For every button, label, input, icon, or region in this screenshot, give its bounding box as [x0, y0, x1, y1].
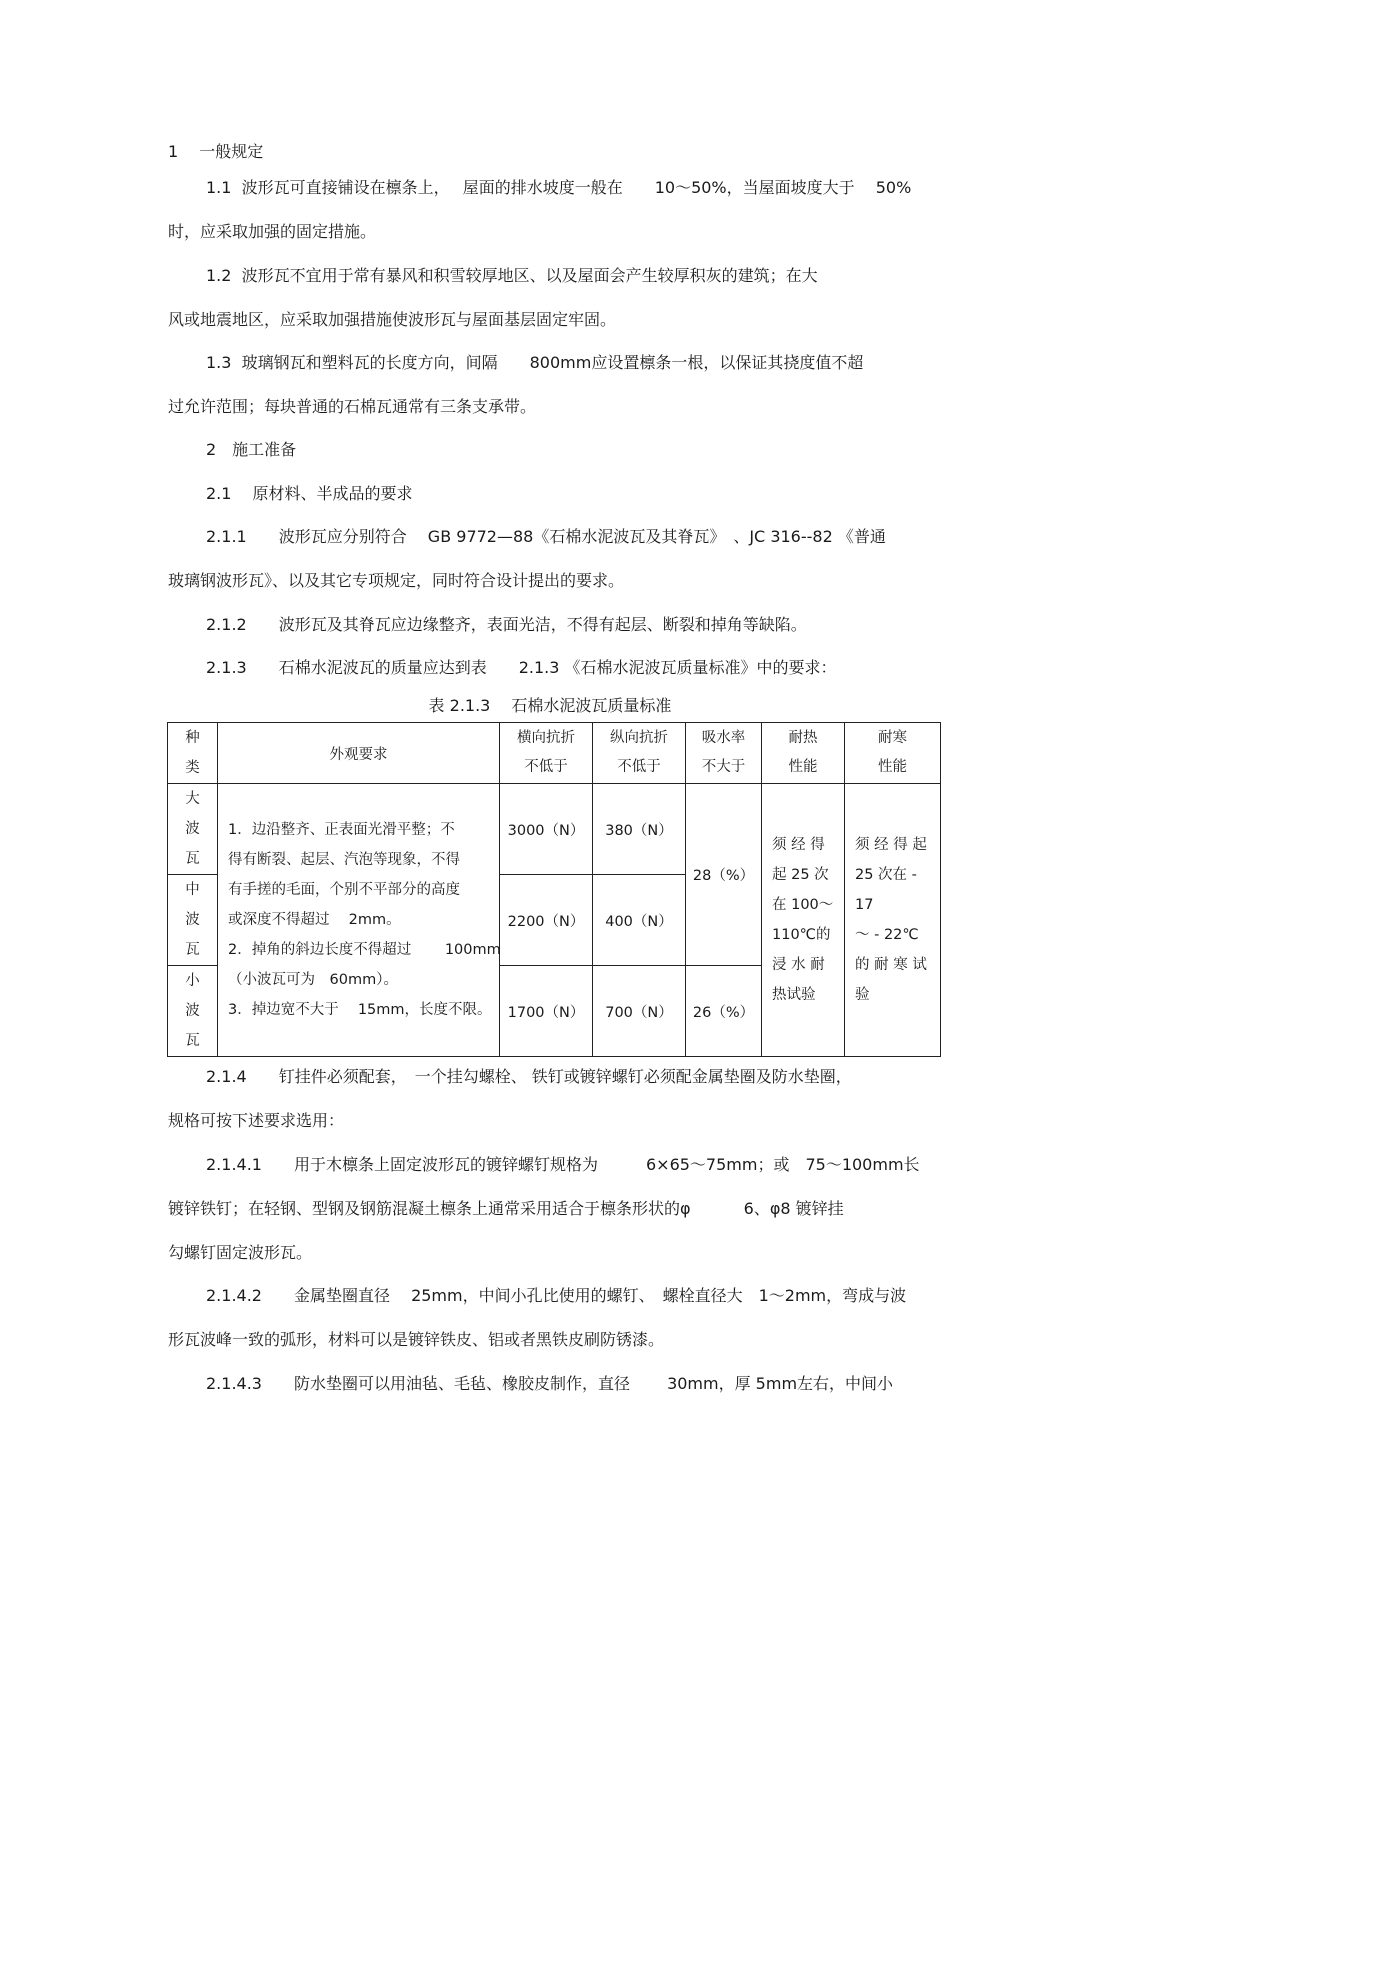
- paragraph-2-1-3: 2.1.3 石棉水泥波瓦的质量应达到表 2.1.3 《石棉水泥波瓦质量标准》中的要求：: [206, 658, 837, 677]
- paragraph-1-3-line1: 1.3 玻璃钢瓦和塑料瓦的长度方向，间隔 800mm应设置檩条一根，以保证其挠度值不超: [206, 353, 864, 372]
- table-caption: 表 2.1.3 石棉水泥波瓦质量标准: [428, 696, 672, 715]
- paragraph-1-1-line2: 时，应采取加强的固定措施。: [168, 222, 377, 241]
- header-transverse: 横向抗折 不低于: [500, 723, 593, 784]
- heat-resistance: 须 经 得 起 25 次 在 100～ 110℃的 浸 水 耐 热试验: [762, 784, 845, 1057]
- type-small: 小 波 瓦: [168, 966, 218, 1057]
- cold-resistance: 须 经 得 起 25 次在 - 17 ～ - 22℃ 的 耐 寒 试 验: [845, 784, 941, 1057]
- type-medium: 中 波 瓦: [168, 875, 218, 966]
- type-large: 大 波 瓦: [168, 784, 218, 875]
- longitudinal-small: 700（N）: [593, 966, 686, 1057]
- paragraph-2-1-2: 2.1.2 波形瓦及其脊瓦应边缘整齐，表面光洁，不得有起层、断裂和掉角等缺陷。: [206, 615, 807, 634]
- paragraph-2-1-1-line2: 玻璃钢波形瓦》、以及其它专项规定，同时符合设计提出的要求。: [168, 571, 625, 590]
- transverse-small: 1700（N）: [500, 966, 593, 1057]
- header-appearance: 外观要求: [218, 723, 500, 784]
- paragraph-2-1-4-1-line1: 2.1.4.1 用于木檩条上固定波形瓦的镀锌螺钉规格为 6×65～75mm；或 75～100mm长: [206, 1155, 920, 1174]
- paragraph-2-1-4-2-line2: 形瓦波峰一致的弧形，材料可以是镀锌铁皮、铝或者黑铁皮刷防锈漆。: [168, 1330, 665, 1349]
- header-heat: 耐热 性能: [762, 723, 845, 784]
- longitudinal-large: 380（N）: [593, 784, 686, 875]
- paragraph-2-1-4-line1: 2.1.4 钉挂件必须配套， 一个挂勾螺栓、 铁钉或镀锌螺钉必须配金属垫圈及防水垫圈，: [206, 1067, 852, 1086]
- header-absorption: 吸水率 不大于: [686, 723, 762, 784]
- table-header-row: [168, 723, 941, 784]
- paragraph-2-1-1-line1: 2.1.1 波形瓦应分别符合 GB 9772—88《石棉水泥波瓦及其脊瓦》 、JC 316--82 《普通: [206, 527, 886, 546]
- quality-standard-table: [167, 722, 941, 1057]
- absorption-small: 26（%）: [686, 966, 762, 1057]
- paragraph-2-1-4-line2: 规格可按下述要求选用：: [168, 1111, 345, 1130]
- appearance-requirements: 1．边沿整齐、正表面光滑平整；不 得有断裂、起层、汽泡等现象，不得 有手搓的毛面，个别不平部分的高度 或深度不得超过 2mm。 2．掉角的斜边长度不得超过 100mm （小波瓦可为 60mm）。 3．掉边宽不大于 15mm，长度不限。: [218, 784, 500, 1057]
- longitudinal-medium: 400（N）: [593, 875, 686, 966]
- heading-general: 1 一般规定: [168, 142, 264, 161]
- header-longitudinal: 纵向抗折 不低于: [593, 723, 686, 784]
- absorption-shared: 28（%）: [686, 784, 762, 966]
- header-cold: 耐寒 性能: [845, 723, 941, 784]
- paragraph-1-2-line1: 1.2 波形瓦不宜用于常有暴风和积雪较厚地区、以及屋面会产生较厚积灰的建筑；在大: [206, 266, 818, 285]
- transverse-medium: 2200（N）: [500, 875, 593, 966]
- paragraph-1-2-line2: 风或地震地区，应采取加强措施使波形瓦与屋面基层固定牢固。: [168, 310, 617, 329]
- heading-2-1: 2.1 原材料、半成品的要求: [206, 484, 413, 503]
- paragraph-2-1-4-3-line1: 2.1.4.3 防水垫圈可以用油毡、毛毡、橡胶皮制作，直径 30mm，厚 5mm左右，中间小: [206, 1374, 894, 1393]
- heading-preparation: 2 施工准备: [206, 440, 297, 459]
- paragraph-2-1-4-1-line2: 镀锌铁钉；在轻钢、型钢及钢筋混凝土檩条上通常采用适合于檩条形状的φ 6、φ8 镀锌挂: [168, 1199, 844, 1218]
- paragraph-2-1-4-2-line1: 2.1.4.2 金属垫圈直径 25mm，中间小孔比使用的螺钉、 螺栓直径大 1～2mm，弯成与波: [206, 1286, 907, 1305]
- table-row: [168, 784, 941, 875]
- transverse-large: 3000（N）: [500, 784, 593, 875]
- header-type: 种 类: [168, 723, 218, 784]
- paragraph-1-3-line2: 过允许范围；每块普通的石棉瓦通常有三条支承带。: [168, 397, 537, 416]
- paragraph-2-1-4-1-line3: 勾螺钉固定波形瓦。: [168, 1243, 313, 1262]
- paragraph-1-1-line1: 1.1 波形瓦可直接铺设在檩条上， 屋面的排水坡度一般在 10～50%，当屋面坡度大于 50%: [206, 178, 912, 197]
